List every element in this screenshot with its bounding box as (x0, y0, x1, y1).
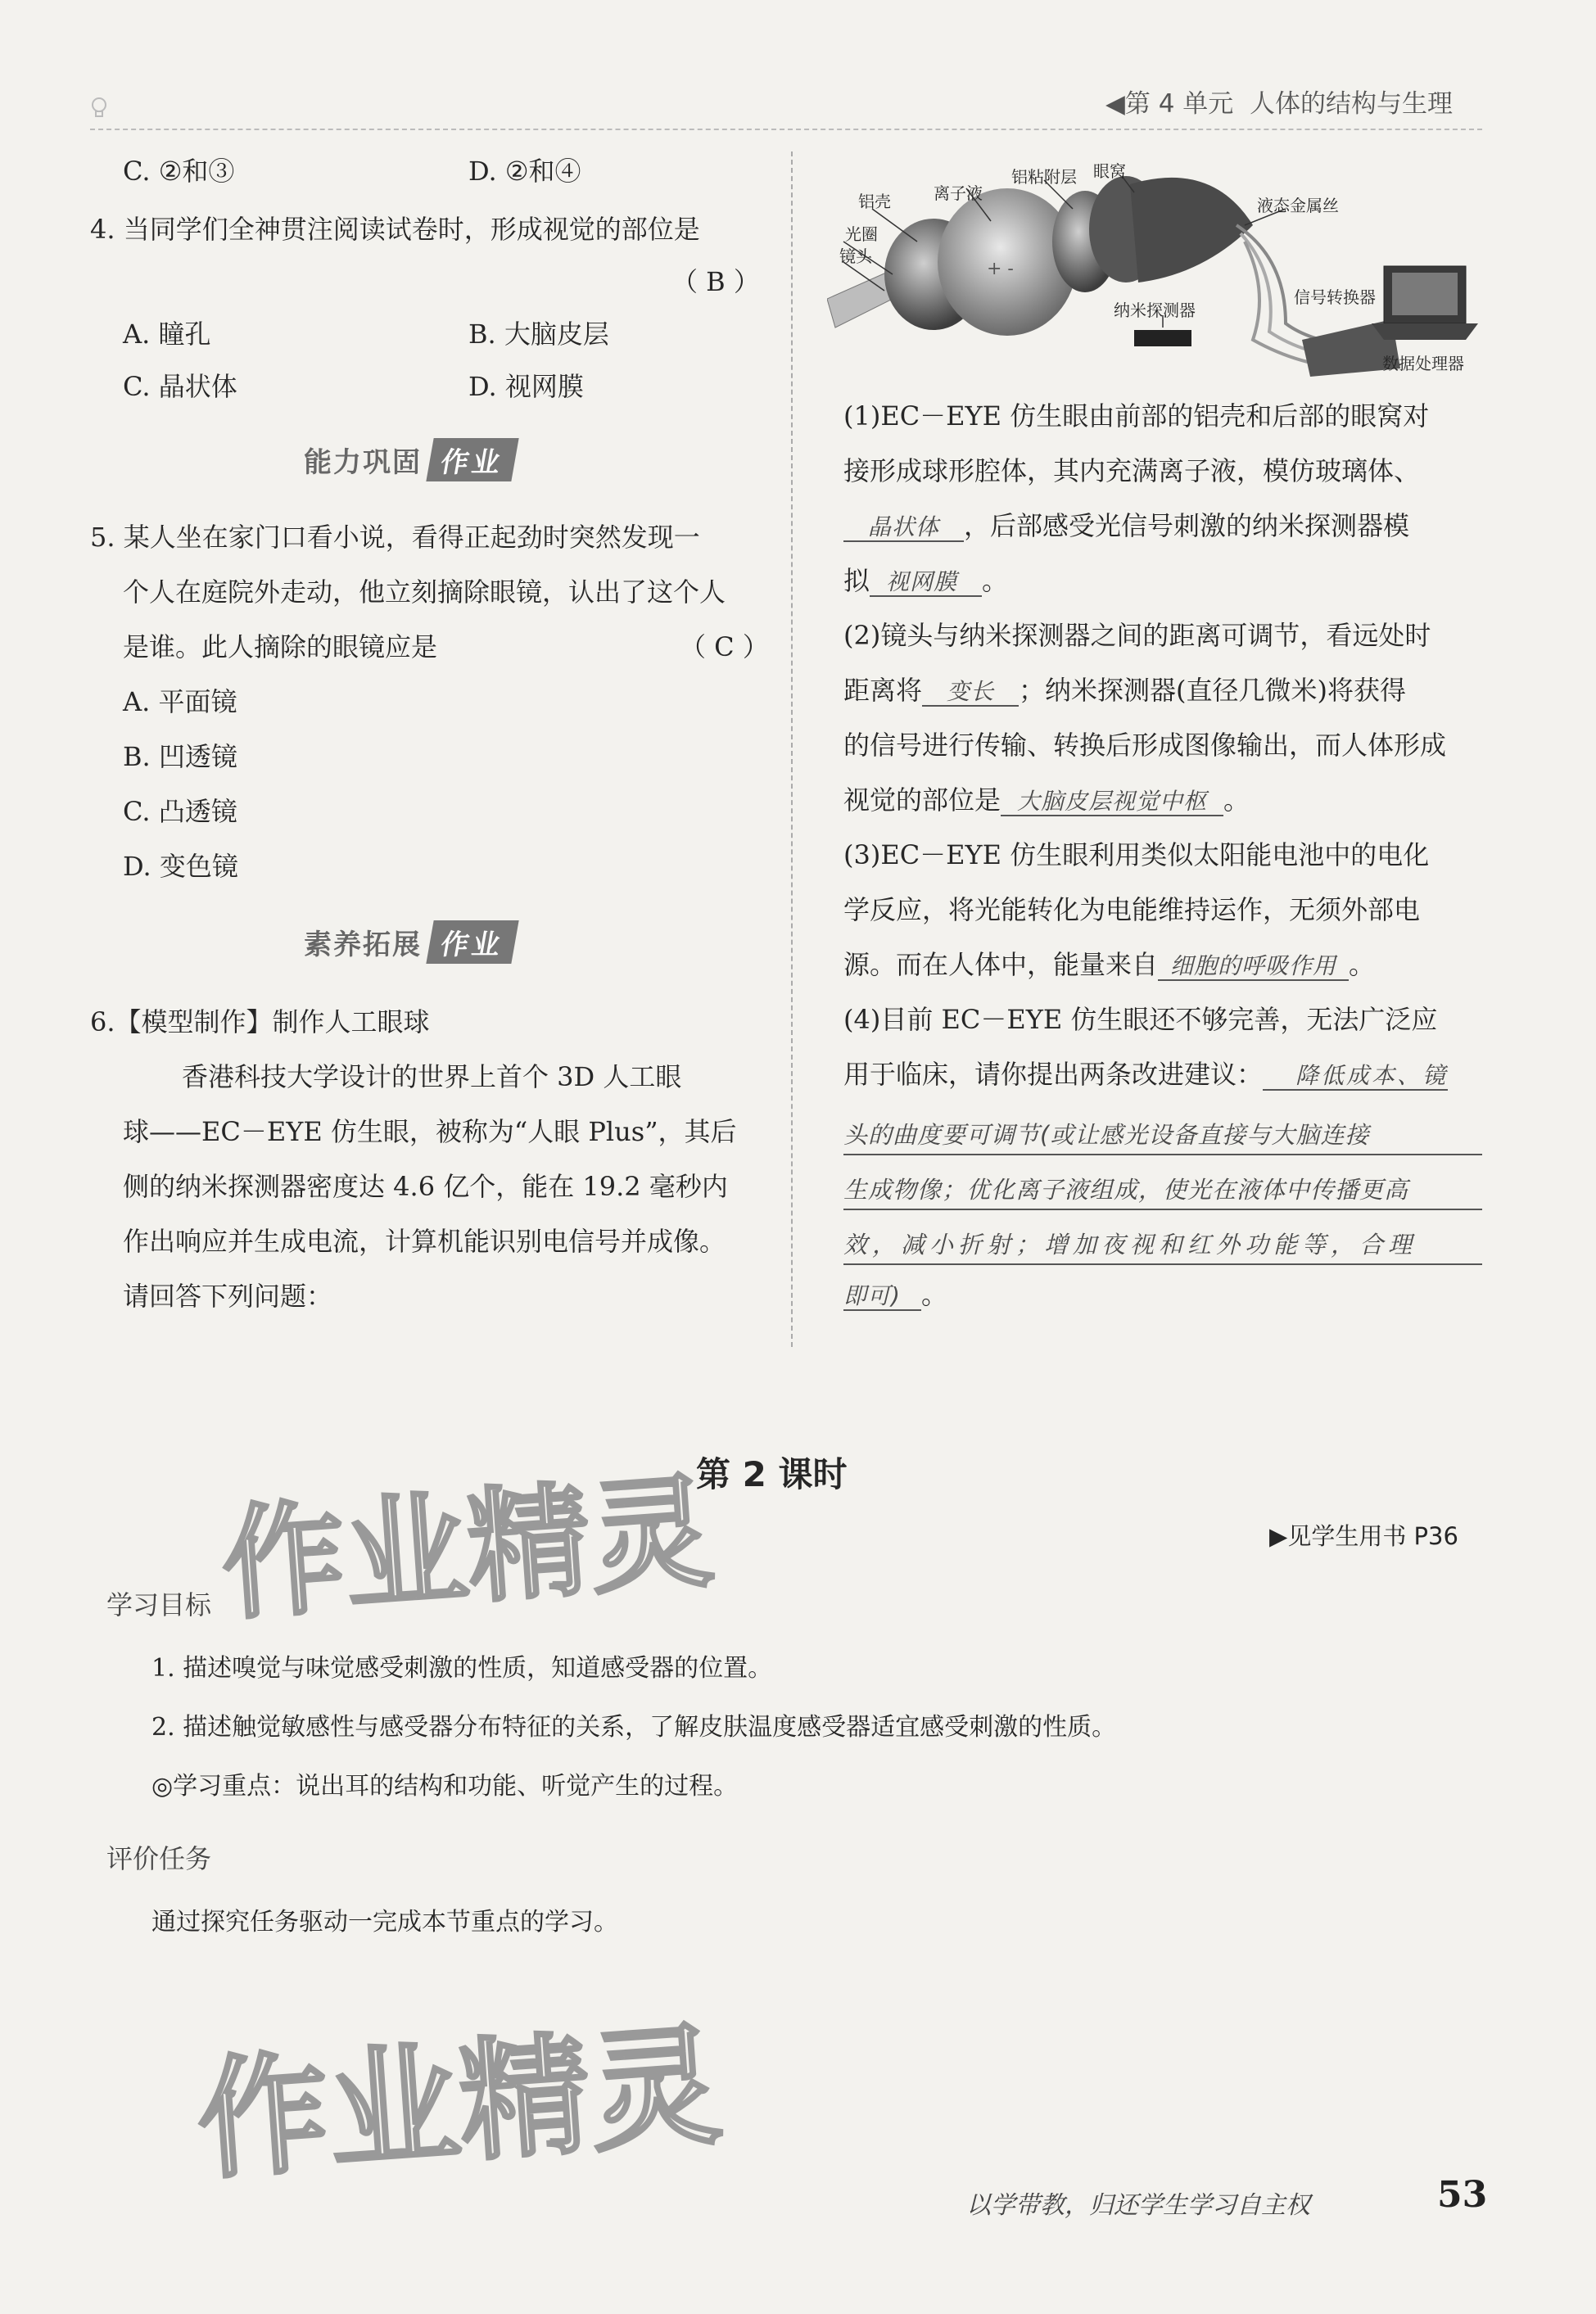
p3-answer-respiration: 细胞的呼吸作用 (1158, 955, 1349, 981)
p4-line-6 (843, 1281, 947, 1311)
header-unit: 第 4 单元 (1124, 89, 1234, 119)
fig-label-lens: 镜头 (839, 246, 872, 266)
p1-answer-lens: 晶状体 (843, 516, 964, 542)
header-bulb-icon (90, 97, 108, 120)
p1-line-4-end: 。 (982, 565, 1009, 596)
header-arrow-icon: ◀ (1105, 89, 1125, 119)
p2-line-4 (843, 784, 1250, 816)
p2-answer-cortex: 大脑皮层视觉中枢 (1001, 790, 1223, 816)
header-rule (90, 129, 1482, 130)
watermark-top: 作业精灵 (217, 1461, 718, 1638)
q5-line-3: 是谁。此人摘除的眼镜应是 (123, 631, 438, 662)
p3-line-3-pre: 源。而在人体中，能量来自 (843, 949, 1159, 980)
p4-line-2 (843, 1061, 1448, 1091)
p2-line-2 (843, 677, 1406, 707)
p3-line-3 (843, 951, 1375, 981)
q5-line-2: 个人在庭院外走动，他立刻摘除眼镜，认出了这个人 (123, 576, 726, 608)
q5-line-1: 5. 某人坐在家门口看小说，看得正起劲时突然发现一 (90, 522, 700, 553)
p4-end: 。 (920, 1279, 947, 1310)
p4-answer-part-2: 头的曲度要可调节(或让感光设备直接与大脑连接 (843, 1117, 1482, 1155)
lesson-title: 第 2 课时 (696, 1454, 848, 1494)
fig-label-al-shell: 铝壳 (858, 192, 891, 211)
q6-line-4: 作出响应并生成电流，计算机能识别电信号并成像。 (123, 1226, 726, 1257)
badge-ability-label: 能力巩固 (304, 445, 422, 479)
p2-answer-longer: 变长 (922, 680, 1019, 707)
p2-line-1: (2)镜头与纳米探测器之间的距离可调节，看远处时 (843, 620, 1431, 651)
q5-option-c: C. 凸透镜 (123, 796, 237, 827)
q3-option-c: C. ②和③ (123, 156, 235, 187)
eval-label: 评价任务 (106, 1843, 212, 1874)
goal-1: 1. 描述嗅觉与味觉感受刺激的性质，知道感受器的位置。 (151, 1654, 773, 1683)
q4-answer: （ B ） (671, 266, 760, 297)
ref-arrow-icon: ▶ (1269, 1522, 1288, 1550)
p1-answer-retina: 视网膜 (870, 571, 982, 597)
p1-line-2: 接形成球形腔体，其内充满离子液，模仿玻璃体、 (843, 455, 1421, 486)
p2-line-2-text: ；纳米探测器(直径几微米)将获得 (1019, 675, 1407, 706)
fig-label-aperture: 光圈 (845, 224, 878, 244)
p3-line-1: (3)EC－EYE 仿生眼利用类似太阳能电池中的电化 (843, 839, 1430, 870)
q4-option-b: B. 大脑皮层 (468, 319, 609, 350)
badge-ability (299, 441, 515, 478)
footer-motto: 以学带教，归还学生学习自主权 (966, 2191, 1310, 2220)
lesson-reference (1269, 1522, 1458, 1550)
goal-2: 2. 描述触觉敏感性与感受器分布特征的关系，了解皮肤温度感受器适宜感受刺激的性质。 (151, 1713, 1117, 1742)
q6-title: 6.【模型制作】制作人工眼球 (90, 1006, 430, 1037)
header-title: 人体的结构与生理 (1250, 89, 1453, 119)
q5-option-d: D. 变色镜 (123, 851, 238, 882)
p1-line-4 (843, 567, 1008, 597)
focus-point: ◎学习重点：说出耳的结构和功能、听觉产生的过程。 (151, 1772, 739, 1801)
q5-option-a: A. 平面镜 (123, 686, 237, 717)
p1-line-1: (1)EC－EYE 仿生眼由前部的铝壳和后部的眼窝对 (843, 400, 1430, 432)
p2-line-4-end: 。 (1223, 784, 1250, 816)
q4-option-d: D. 视网膜 (468, 371, 584, 402)
badge-literacy (299, 923, 515, 960)
q3-option-d: D. ②和④ (468, 156, 581, 187)
eval-text: 通过探究任务驱动一完成本节重点的学习。 (151, 1908, 618, 1937)
p4-line-1: (4)目前 EC－EYE 仿生眼还不够完善，无法广泛应 (843, 1004, 1438, 1035)
q6-line-3: 侧的纳米探测器密度达 4.6 亿个，能在 19.2 毫秒内 (123, 1171, 728, 1202)
p2-line-2-pre: 距离将 (843, 675, 923, 706)
q6-line-5: 请回答下列问题： (123, 1281, 333, 1312)
watermark-bottom: 作业精灵 (192, 2008, 726, 2199)
q4-option-c: C. 晶状体 (123, 371, 237, 402)
fig-label-converter: 信号转换器 (1294, 287, 1376, 307)
p4-answer-part-3: 生成物像；优化离子液组成，使光在液体中传播更高 (843, 1172, 1482, 1210)
q4-option-a: A. 瞳孔 (123, 319, 211, 350)
fig-label-metal-wire: 液态金属丝 (1257, 196, 1339, 215)
fig-label-nano-detector: 纳米探测器 (1114, 301, 1196, 320)
lesson-reference-text: 见学生用书 P36 (1287, 1522, 1458, 1550)
fig-label-processor: 数据处理器 (1382, 354, 1464, 373)
badge-ability-tag: 作业 (426, 438, 518, 481)
p4-line-2-pre: 用于临床，请你提出两条改进建议： (843, 1059, 1264, 1090)
fig-label-socket: 眼窝 (1093, 161, 1126, 181)
bionic-eye-figure (827, 151, 1482, 385)
q4-stem: 4. 当同学们全神贯注阅读试卷时，形成视觉的部位是 (90, 214, 700, 245)
fig-label-adhesion: 铝粘附层 (1011, 167, 1077, 187)
goals-label: 学习目标 (106, 1589, 212, 1620)
p4-answer-part-4: 效，减小折射；增加夜视和红外功能等，合理 (843, 1227, 1482, 1265)
q6-line-1: 香港科技大学设计的世界上首个 3D 人工眼 (182, 1061, 682, 1092)
q5-option-b: B. 凹透镜 (123, 741, 237, 772)
page-number: 53 (1437, 2174, 1488, 2216)
header-unit-label (1105, 89, 1453, 119)
p1-line-3 (843, 510, 1410, 542)
p2-line-4-pre: 视觉的部位是 (843, 784, 1001, 816)
column-divider (791, 151, 793, 1347)
badge-literacy-label: 素养拓展 (304, 928, 422, 961)
p3-line-2: 学反应，将光能转化为电能维持运作，无须外部电 (843, 894, 1421, 925)
q5-answer: （ C ） (680, 631, 769, 662)
p3-line-3-end: 。 (1349, 949, 1376, 980)
p4-answer-part-5: 即可) (843, 1285, 921, 1311)
p4-answer-part-1: 降低成本、镜 (1263, 1064, 1448, 1091)
q6-line-2: 球——EC－EYE 仿生眼，被称为“人眼 Plus”，其后 (123, 1116, 737, 1147)
p2-line-3: 的信号进行传输、转换后形成图像输出，而人体形成 (843, 730, 1447, 761)
p1-line-3-text: ，后部感受光信号刺激的纳米探测器模 (964, 510, 1410, 541)
badge-literacy-tag: 作业 (426, 920, 518, 964)
fig-label-ionic-liquid: 离子液 (934, 183, 983, 203)
svg-text:+ -: + - (987, 259, 1014, 279)
p1-line-4-pre: 拟 (843, 565, 870, 596)
